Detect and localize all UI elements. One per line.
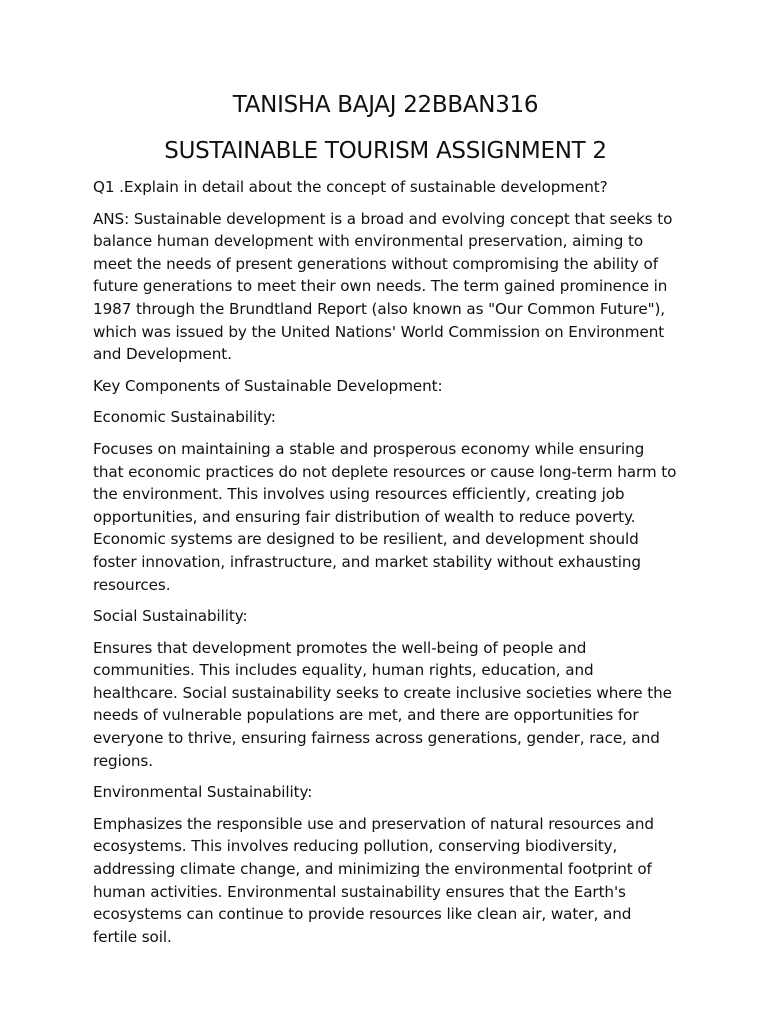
document-content (93, 90, 678, 948)
document-title-author: TANISHA BAJAJ 22BBAN316 (232, 92, 539, 118)
document-title-assignment: SUSTAINABLE TOURISM ASSIGNMENT 2 (164, 138, 607, 164)
key-components-heading: Key Components of Sustainable Development: (93, 376, 443, 395)
social-sustainability-text: Ensures that development promotes the well-being of people and communities. This includes equality, human rights, education, and healthcare. Social sustainability seeks to create inclusive societies where the needs of vulnerable populations are met, and there are opportunities for everyone to thrive, ensuring fairness across generations, gender, race, and regions. (93, 638, 672, 770)
environmental-sustainability-heading: Environmental Sustainability: (93, 783, 313, 802)
environmental-sustainability-text: Emphasizes the responsible use and preservation of natural resources and ecosystems. This involves reducing pollution, conserving biodiversity, addressing climate change, and minimizing the environmental footprint of human activities. Environmental sustainability ensures that the Earth's ecosystems can continue to provide resources like clean air, water, and fertile soil. (93, 814, 654, 946)
question-text: Q1 .Explain in detail about the concept of sustainable development? (93, 178, 608, 196)
answer-paragraph: ANS: Sustainable development is a broad and evolving concept that seeks to balance human development with environmental preservation, aiming to meet the needs of present generations without compromising the ability of future generations to meet their own needs. The term gained prominence in 1987 through the Brundtland Report (also known as "Our Common Future"), which was issued by the United Nations' World Commission on Environment and Development. (93, 209, 673, 364)
economic-sustainability-heading: Economic Sustainability: (93, 408, 276, 427)
social-sustainability-heading: Social Sustainability: (93, 607, 248, 626)
economic-sustainability-text: Focuses on maintaining a stable and prosperous economy while ensuring that economic practices do not deplete resources or cause long-term harm to the environment. This involves using resources efficiently, creating job opportunities, and ensuring fair distribution of wealth to reduce poverty. Economic systems are designed to be resilient, and development should foster innovation, infrastructure, and market stability without exhausting resources. (93, 439, 677, 594)
